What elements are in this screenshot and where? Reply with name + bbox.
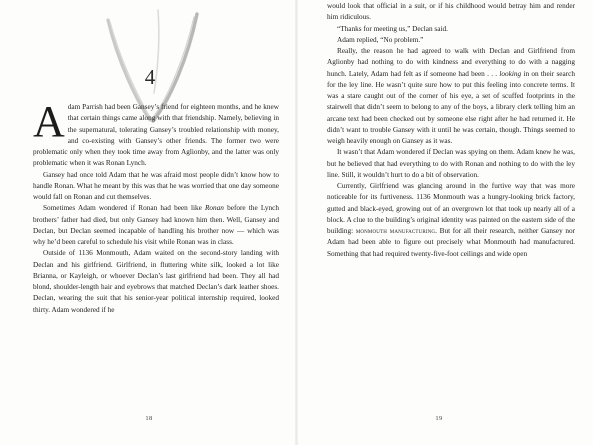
small-caps-sign: monmouth manufacturing xyxy=(355,227,436,235)
paragraph: Currently, Girlfriend was glancing around in the furtive way that was more noticeable for its furtiveness. 1136 Monmouth was a hungry-looking brick factory, gutted and black-eyed, growing out of an overgrown lot that took up nearly all of a block. A clue to the building’s original identity was painted on the eastern side of the building: monmouth manufacturing. But for all their research, neither Gansey nor Adam had been able to figure out precisely what Monmouth had manufactured. Something that had required twenty-five-foot ceilings and wide open xyxy=(327,182,575,258)
dialogue-line: Adam replied, “No problem.” xyxy=(337,35,424,44)
chapter-number: 4 xyxy=(144,65,156,89)
page-number: 19 xyxy=(435,415,443,422)
drop-cap: A xyxy=(33,97,65,146)
paragraph: Sometimes Adam wondered if Ronan had been like Ronan before the Lynch brothers’ father had died, but only Gansey had known him then. Well, Gansey and Declan, but Declan seemed incapable of handling his brother now — which was why he’d been careful to schedule his visit while Ronan was in class. xyxy=(33,204,279,246)
dialogue-line: “Thanks for meeting us,” Declan said. xyxy=(337,24,448,33)
paragraph: It wasn’t that Adam wondered if Declan was spying on them. Adam knew he was, but he believed that had everything to do with Ronan and nothing to do with the ley line. Still, it wouldn’t hurt to do a bit of observation. xyxy=(327,148,575,179)
paragraph: Gansey had once told Adam that he was afraid most people didn’t know how to handle Ronan. What he meant by this was that he was worried that one day someone would fall on Ronan and cut themselves. xyxy=(33,170,279,201)
paragraph: Outside of 1136 Monmouth, Adam waited on the second-story landing with Declan and his girlfriend. Girlfriend, in fluttering white silk, looked a lot like Brianna, or Kayleigh, or whoever Declan’s last girlfriend had been. They all had blond, shoulder-length hair and eyebrows that matched Declan’s dark leather shoes. Declan, wearing the suit that his senior-year political internship required, looked thirty. Adam wondered if he xyxy=(33,249,279,314)
paragraph: Really, the reason he had agreed to walk with Declan and Girlfriend from Aglionby had nothing to do with kindness and everything to do with a nagging hunch. Lately, Adam had felt as if someone had been . . . looking in on their search for the ley line. He wasn’t quite sure how to put this feeling into concrete terms. It was a stare caught out of the corner of his eye, a set of scuffed footprints in the stairwell that didn’t seem to belong to any of the boys, a library clerk telling him an arcane text had been checked out by someone else right after he had returned it. He didn’t want to trouble Gansey with it until he was certain, though. Things seemed to weigh heavily enough on Gansey as it was. xyxy=(327,47,575,145)
right-page-body xyxy=(327,1,575,260)
right-page xyxy=(297,0,593,445)
continued-paragraph: would look that official in a suit, or if his childhood would betray him and render him ridiculous. xyxy=(327,2,575,22)
left-page xyxy=(0,0,296,445)
emphasis: Ronan xyxy=(205,204,224,213)
opening-paragraph: Adam Parrish had been Gansey’s friend for eighteen months, and he knew that certain things came along with that friendship. Namely, believing in the supernatural, tolerating Gansey’s troubled relationship with money, and co-existing with Gansey’s other friends. The former two were problematic only when they took time away from Aglionby, and the latter was only problematic when it was Ronan Lynch. xyxy=(33,97,279,168)
left-page-body xyxy=(33,97,279,316)
emphasis: looking xyxy=(499,69,522,78)
page-number: 18 xyxy=(145,415,153,422)
